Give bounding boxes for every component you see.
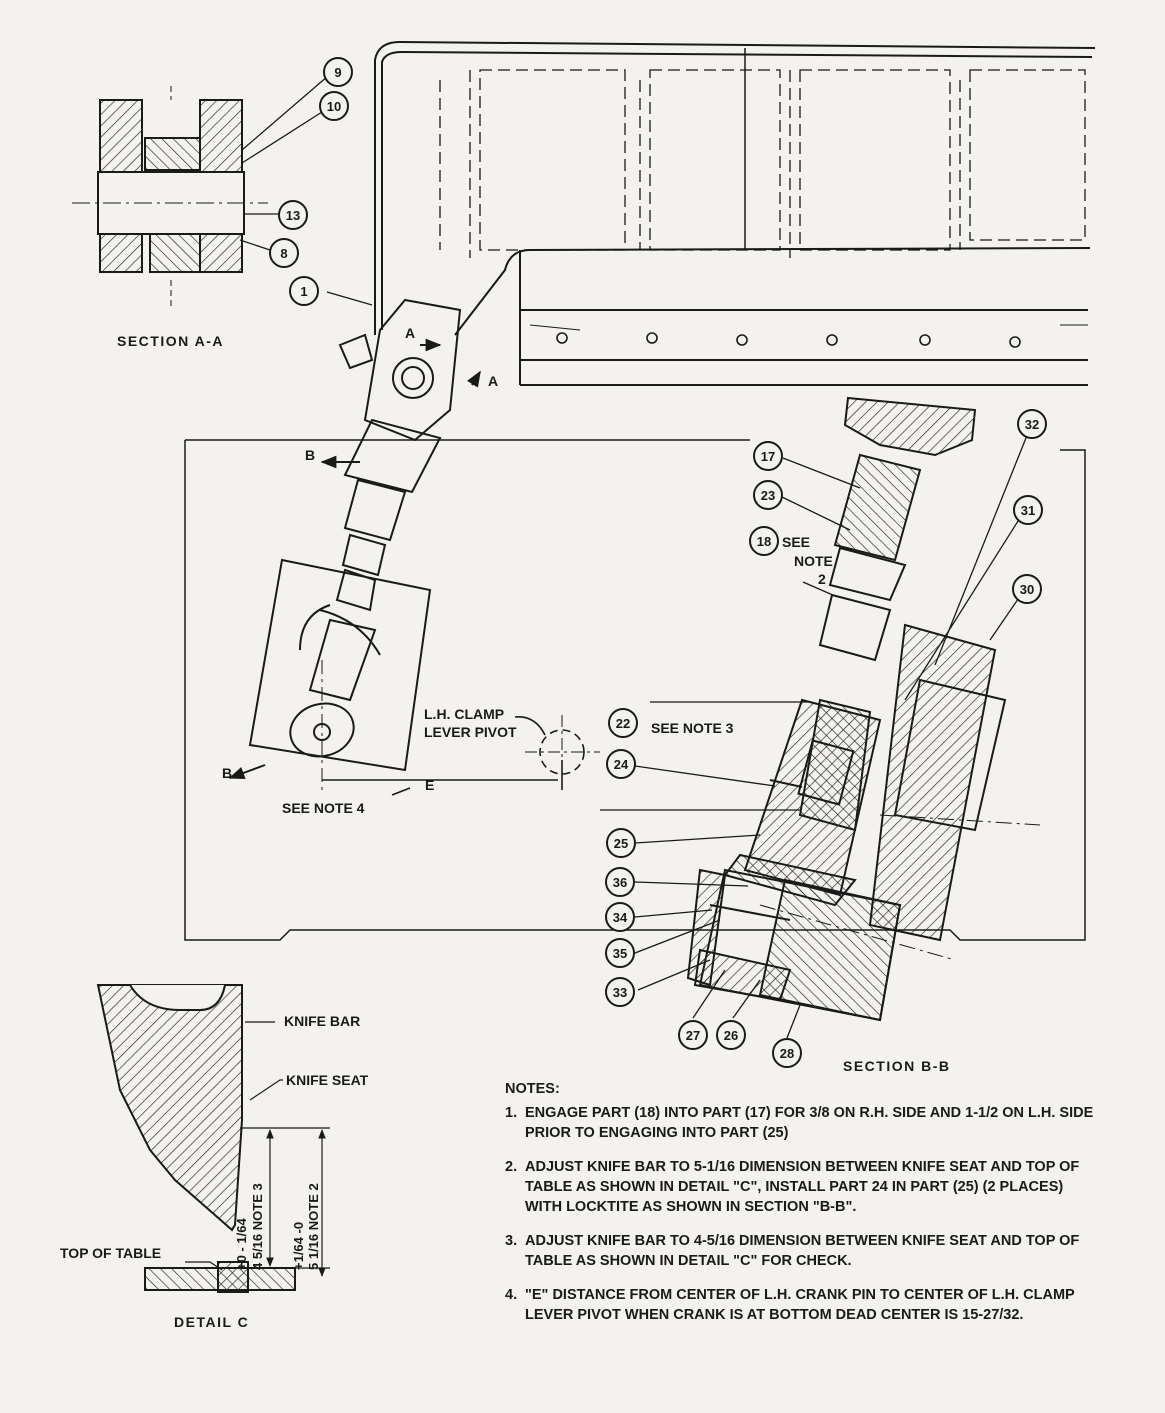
balloon-36-number: 36: [612, 875, 628, 890]
balloon-30-number: 30: [1019, 582, 1035, 597]
notes-block: [505, 1079, 1095, 1339]
note-2-text: ADJUST KNIFE BAR TO 5-1/16 DIMENSION BETWEEN KNIFE SEAT AND TOP OF TABLE AS SHOWN IN DETAIL "C", INSTALL PART 24 IN PART (25) (2 PLACES) WITH LOCKTITE AS SHOWN IN SECTION "B-B".: [525, 1159, 1080, 1215]
dim-5-1-16-note-2: 5 1/16 NOTE 2: [306, 1183, 321, 1270]
dim-tolerance-upper: +0 - 1/64: [234, 1218, 249, 1270]
section-b-arrow-label-bottom: B: [222, 765, 233, 781]
section-b-b-view: [600, 398, 1040, 1020]
balloon-34-number: 34: [612, 910, 628, 925]
section-a-arrow-label-2: A: [488, 373, 499, 389]
see-note-2-label-3: 2: [818, 571, 826, 587]
note-1: [505, 1103, 1095, 1143]
balloon-24-number: 24: [613, 757, 629, 772]
press-frame: [375, 42, 1095, 385]
dim-tolerance-lower: +1/64 -0: [291, 1221, 306, 1270]
balloon-17-number: 17: [760, 449, 776, 464]
section-b-b-title: SECTION B-B: [843, 1058, 951, 1074]
balloon-25-number: 25: [613, 836, 629, 851]
frame-bolts: [557, 333, 1020, 347]
see-note-3-label: SEE NOTE 3: [651, 720, 734, 736]
note-2-number: 2.: [505, 1159, 518, 1175]
balloon-9-number: 9: [334, 65, 342, 80]
see-note-2-label-1: SEE: [782, 534, 811, 550]
lh-clamp-label-2: LEVER PIVOT: [424, 724, 517, 740]
note-3: [505, 1231, 1095, 1271]
section-a-a-view: [72, 86, 268, 310]
dimension-e-label: E: [425, 777, 435, 793]
note-3-number: 3.: [505, 1233, 518, 1249]
notes-title: NOTES:: [505, 1081, 560, 1097]
detail-c-dimensions: [234, 1183, 321, 1270]
balloon-33-number: 33: [612, 985, 628, 1000]
lh-clamp-label-1: L.H. CLAMP: [424, 706, 505, 722]
knife-seat-label: KNIFE SEAT: [286, 1072, 369, 1088]
see-note-2-label-2: NOTE: [794, 553, 833, 569]
knife-bar-label: KNIFE BAR: [284, 1013, 361, 1029]
section-b-arrow-label-top: B: [305, 447, 316, 463]
note-4-number: 4.: [505, 1287, 518, 1303]
balloon-23-number: 23: [760, 488, 776, 503]
balloon-13-number: 13: [285, 208, 301, 223]
note-2: [505, 1157, 1095, 1217]
balloon-31-number: 31: [1020, 503, 1036, 518]
balloon-32-number: 32: [1024, 417, 1040, 432]
note-1-text: ENGAGE PART (18) INTO PART (17) FOR 3/8 ON R.H. SIDE AND 1-1/2 ON L.H. SIDE PRIOR TO ENGAGING INTO PART (25): [525, 1105, 1094, 1141]
top-of-table-label: TOP OF TABLE: [60, 1245, 162, 1261]
balloon-18-number: 18: [756, 534, 772, 549]
detail-c-title: DETAIL C: [174, 1314, 250, 1330]
balloon-35-number: 35: [612, 946, 628, 961]
note-3-text: ADJUST KNIFE BAR TO 4-5/16 DIMENSION BETWEEN KNIFE SEAT AND TOP OF TABLE AS SHOWN IN DETAIL "C" FOR CHECK.: [525, 1233, 1080, 1269]
note-1-number: 1.: [505, 1105, 518, 1121]
dim-4-5-16-note-3: 4 5/16 NOTE 3: [250, 1183, 265, 1270]
balloon-8-number: 8: [280, 246, 288, 261]
section-a-arrow-label-1: A: [405, 325, 416, 341]
balloon-28-number: 28: [779, 1046, 795, 1061]
balloon-27-number: 27: [685, 1028, 701, 1043]
balloon-22-number: 22: [615, 716, 631, 731]
see-note-4-label: SEE NOTE 4: [282, 800, 365, 816]
balloon-1-number: 1: [300, 284, 308, 299]
balloon-26-number: 26: [723, 1028, 739, 1043]
note-4-text: "E" DISTANCE FROM CENTER OF L.H. CRANK PIN TO CENTER OF L.H. CLAMP LEVER PIVOT WHEN CRANK IS AT BOTTOM DEAD CENTER IS 15-27/32.: [525, 1287, 1075, 1323]
section-a-a-title: SECTION A-A: [117, 333, 224, 349]
note-4: [505, 1285, 1095, 1325]
balloon-10-number: 10: [326, 99, 342, 114]
